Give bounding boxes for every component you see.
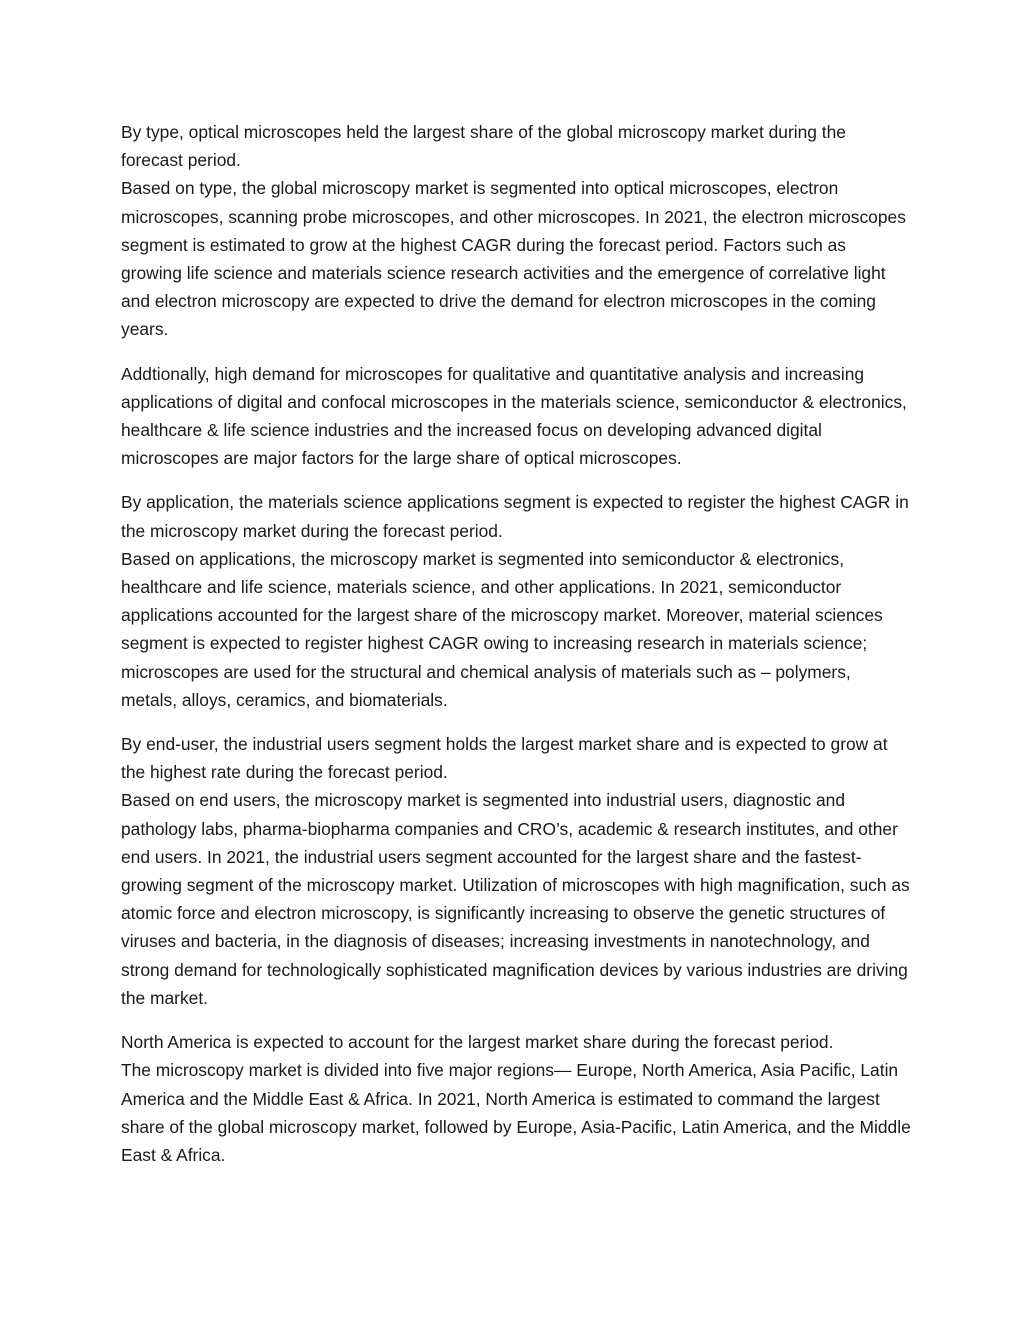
section-type [121, 118, 911, 344]
section-additional [121, 360, 911, 473]
section-heading: By application, the materials science applications segment is expected to register the highest CAGR in the microscopy market during the forecast period. [121, 492, 909, 541]
section-body: Based on type, the global microscopy market is segmented into optical microscopes, electron microscopes, scanning probe microscopes, and other microscopes. In 2021, the electron microscopes segment is estimated to grow at the highest CAGR during the forecast period. Factors such as growing life science and materials science research activities and the emergence of correlative light and electron microscopy are expected to drive the demand for electron microscopes in the coming years. [121, 178, 906, 340]
section-region [121, 1028, 911, 1169]
document-page [121, 118, 911, 1185]
section-heading: North America is expected to account for the largest market share during the forecast period. [121, 1032, 834, 1053]
section-body: The microscopy market is divided into five major regions— Europe, North America, Asia Pacific, Latin America and the Middle East & Africa. In 2021, North America is estimated to command the largest share of the global microscopy market, followed by Europe, Asia-Pacific, Latin America, and the Middle East & Africa. [121, 1060, 911, 1165]
section-end-user [121, 730, 911, 1012]
section-body: Addtionally, high demand for microscopes for qualitative and quantitative analysis and increasing applications of digital and confocal microscopes in the materials science, semiconductor & electronics, healthcare & life science industries and the increased focus on developing advanced digital microscopes are major factors for the large share of optical microscopes. [121, 363, 907, 469]
section-application [121, 488, 911, 714]
section-body: Based on end users, the microscopy market is segmented into industrial users, diagnostic and pathology labs, pharma-biopharma companies and CRO’s, academic & research institutes, and other end users. In 2021, the industrial users segment accounted for the largest share and the fastest-growing segment of the microscopy market. Utilization of microscopes with high magnification, such as atomic force and electron microscopy, is significantly increasing to observe the genetic structures of viruses and bacteria, in the diagnosis of diseases; increasing investments in nanotechnology, and strong demand for technologically sophisticated magnification devices by various industries are driving the market. [121, 790, 910, 1008]
section-heading: By end-user, the industrial users segment holds the largest market share and is expected to grow at the highest rate during the forecast period. [121, 734, 888, 783]
section-body: Based on applications, the microscopy market is segmented into semiconductor & electronics, healthcare and life science, materials science, and other applications. In 2021, semiconductor applications accounted for the largest share of the microscopy market. Moreover, material sciences segment is expected to register highest CAGR owing to increasing research in materials science; microscopes are used for the structural and chemical analysis of materials such as – polymers, metals, alloys, ceramics, and biomaterials. [121, 548, 883, 710]
section-heading: By type, optical microscopes held the largest share of the global microscopy market during the forecast period. [121, 122, 846, 171]
